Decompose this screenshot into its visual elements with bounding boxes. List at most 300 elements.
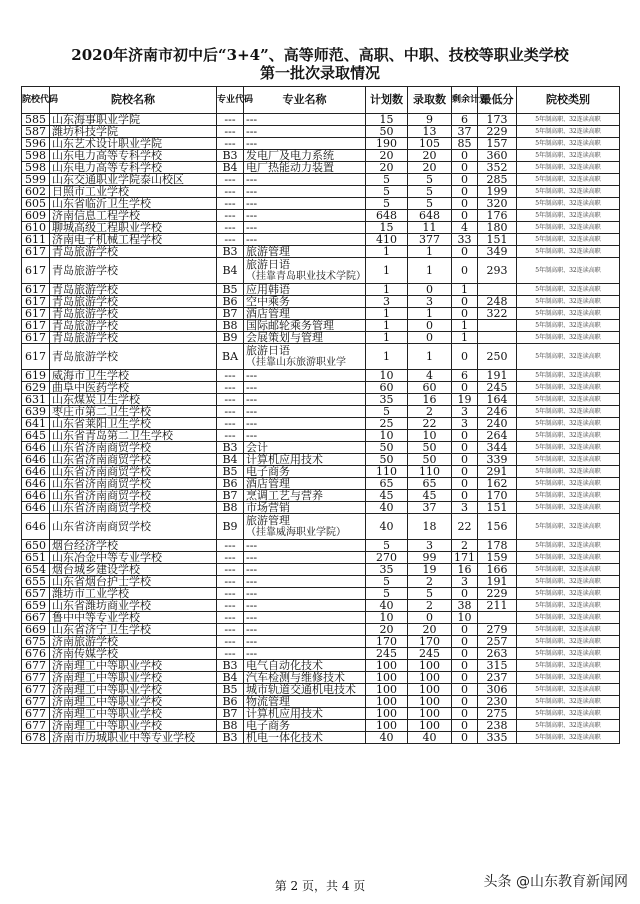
cell-code: 641 xyxy=(22,418,50,430)
cell-school-name: 山东省烟台护士学校 xyxy=(50,576,217,588)
table-body xyxy=(22,114,620,744)
cell-plan: 40 xyxy=(366,514,408,540)
cell-admit: 50 xyxy=(408,454,452,466)
cell-admit: 19 xyxy=(408,564,452,576)
cell-type: 5年制高职、32连读高职 xyxy=(517,162,620,174)
cell-code: 677 xyxy=(22,684,50,696)
cell-remain: 0 xyxy=(452,344,478,370)
cell-remain: 0 xyxy=(452,246,478,258)
cell-major: 计算机应用技术 xyxy=(244,708,366,720)
table-header-row xyxy=(22,87,620,114)
table-row xyxy=(22,696,620,708)
table-row xyxy=(22,708,620,720)
cell-major: --- xyxy=(244,222,366,234)
cell-school-name: 青岛旅游学校 xyxy=(50,296,217,308)
cell-major: --- xyxy=(244,126,366,138)
cell-remain: 0 xyxy=(452,696,478,708)
cell-type: 5年制高职、32连读高职 xyxy=(517,284,620,296)
cell-school-name: 山东省济南商贸学校 xyxy=(50,478,217,490)
cell-type: 5年制高职、32连读高职 xyxy=(517,708,620,720)
cell-code: 617 xyxy=(22,320,50,332)
cell-remain: 19 xyxy=(452,394,478,406)
cell-remain: 1 xyxy=(452,284,478,296)
cell-code: 605 xyxy=(22,198,50,210)
cell-remain: 0 xyxy=(452,162,478,174)
cell-admit: 100 xyxy=(408,696,452,708)
cell-school-name: 济南理工中等职业学校 xyxy=(50,660,217,672)
cell-major: --- xyxy=(244,552,366,564)
cell-remain: 0 xyxy=(452,258,478,284)
cell-school-name: 山东省临沂卫生学校 xyxy=(50,198,217,210)
cell-school-name: 山东电力高等专科学校 xyxy=(50,150,217,162)
table-row xyxy=(22,720,620,732)
cell-type: 5年制高职、32连读高职 xyxy=(517,684,620,696)
cell-code: 629 xyxy=(22,382,50,394)
table-row xyxy=(22,564,620,576)
cell-type: 5年制高职、32连读高职 xyxy=(517,382,620,394)
cell-major-code: B9 xyxy=(217,332,244,344)
cell-major: --- xyxy=(244,418,366,430)
cell-major-code: --- xyxy=(217,114,244,126)
cell-school-name: 青岛旅游学校 xyxy=(50,344,217,370)
cell-remain: 3 xyxy=(452,502,478,514)
cell-min-score: 250 xyxy=(478,344,517,370)
cell-remain: 10 xyxy=(452,612,478,624)
cell-major: 酒店管理 xyxy=(244,478,366,490)
table-row xyxy=(22,308,620,320)
table-row xyxy=(22,162,620,174)
cell-admit: 4 xyxy=(408,370,452,382)
cell-type: 5年制高职、32连读高职 xyxy=(517,296,620,308)
cell-code: 611 xyxy=(22,234,50,246)
table-row xyxy=(22,284,620,296)
cell-admit: 11 xyxy=(408,222,452,234)
cell-type: 5年制高职、32连读高职 xyxy=(517,320,620,332)
cell-admit: 18 xyxy=(408,514,452,540)
cell-type: 5年制高职、32连读高职 xyxy=(517,514,620,540)
cell-major: 会计 xyxy=(244,442,366,454)
cell-code: 677 xyxy=(22,720,50,732)
table-row xyxy=(22,186,620,198)
table-row xyxy=(22,552,620,564)
table-row xyxy=(22,296,620,308)
cell-major: 酒店管理 xyxy=(244,308,366,320)
cell-type: 5年制高职、32连读高职 xyxy=(517,600,620,612)
cell-plan: 20 xyxy=(366,162,408,174)
cell-major: --- xyxy=(244,588,366,600)
header-major: 专业名称 xyxy=(244,87,366,114)
cell-major-code: B3 xyxy=(217,442,244,454)
cell-admit: 648 xyxy=(408,210,452,222)
cell-major: --- xyxy=(244,174,366,186)
cell-plan: 15 xyxy=(366,114,408,126)
cell-code: 676 xyxy=(22,648,50,660)
cell-admit: 2 xyxy=(408,600,452,612)
cell-plan: 50 xyxy=(366,454,408,466)
cell-school-name: 山东煤炭卫生学校 xyxy=(50,394,217,406)
cell-school-name: 青岛旅游学校 xyxy=(50,246,217,258)
cell-min-score: 264 xyxy=(478,430,517,442)
cell-min-score: 173 xyxy=(478,114,517,126)
cell-plan: 40 xyxy=(366,600,408,612)
cell-type: 5年制高职、32连读高职 xyxy=(517,344,620,370)
cell-major: --- xyxy=(244,636,366,648)
cell-remain: 1 xyxy=(452,320,478,332)
table-row xyxy=(22,222,620,234)
cell-min-score: 151 xyxy=(478,234,517,246)
cell-school-name: 山东省济南商贸学校 xyxy=(50,466,217,478)
cell-type: 5年制高职、32连读高职 xyxy=(517,502,620,514)
cell-plan: 1 xyxy=(366,246,408,258)
cell-school-name: 山东省莱阳卫生学校 xyxy=(50,418,217,430)
cell-remain: 6 xyxy=(452,370,478,382)
cell-type: 5年制高职、32连读高职 xyxy=(517,418,620,430)
cell-type: 5年制高职、32连读高职 xyxy=(517,490,620,502)
cell-min-score: 166 xyxy=(478,564,517,576)
cell-major: 空中乘务 xyxy=(244,296,366,308)
cell-type: 5年制高职、32连读高职 xyxy=(517,588,620,600)
cell-plan: 245 xyxy=(366,648,408,660)
cell-major: --- xyxy=(244,394,366,406)
table-row xyxy=(22,612,620,624)
cell-plan: 100 xyxy=(366,696,408,708)
cell-admit: 3 xyxy=(408,540,452,552)
table-row xyxy=(22,442,620,454)
table-row xyxy=(22,382,620,394)
cell-min-score: 180 xyxy=(478,222,517,234)
cell-admit: 13 xyxy=(408,126,452,138)
major-name: 旅游管理 xyxy=(246,514,290,527)
cell-plan: 1 xyxy=(366,284,408,296)
table-row xyxy=(22,648,620,660)
cell-major-code: B9 xyxy=(217,514,244,540)
cell-remain: 0 xyxy=(452,588,478,600)
cell-plan: 20 xyxy=(366,150,408,162)
cell-min-score: 315 xyxy=(478,660,517,672)
cell-remain: 22 xyxy=(452,514,478,540)
cell-code: 646 xyxy=(22,454,50,466)
cell-type: 5年制高职、32连读高职 xyxy=(517,648,620,660)
cell-major-code: --- xyxy=(217,540,244,552)
cell-min-score: 344 xyxy=(478,442,517,454)
cell-plan: 65 xyxy=(366,478,408,490)
cell-school-name: 济南传媒学校 xyxy=(50,648,217,660)
cell-plan: 100 xyxy=(366,720,408,732)
cell-school-name: 山东省济南商贸学校 xyxy=(50,442,217,454)
table-row xyxy=(22,320,620,332)
table-row xyxy=(22,478,620,490)
major-affiliation: （挂靠山东旅游职业学 xyxy=(246,357,346,368)
cell-admit: 22 xyxy=(408,418,452,430)
cell-major-code: B6 xyxy=(217,296,244,308)
cell-code: 617 xyxy=(22,332,50,344)
header-remain: 剩余计划 xyxy=(452,87,478,114)
cell-min-score: 229 xyxy=(478,588,517,600)
table-row xyxy=(22,502,620,514)
cell-code: 645 xyxy=(22,430,50,442)
cell-plan: 1 xyxy=(366,308,408,320)
cell-major: --- xyxy=(244,138,366,150)
cell-type: 5年制高职、32连读高职 xyxy=(517,672,620,684)
cell-admit: 1 xyxy=(408,258,452,284)
table-row xyxy=(22,636,620,648)
cell-school-name: 威海市卫生学校 xyxy=(50,370,217,382)
cell-school-name: 鲁中中等专业学校 xyxy=(50,612,217,624)
cell-remain: 0 xyxy=(452,296,478,308)
cell-type: 5年制高职、32连读高职 xyxy=(517,720,620,732)
cell-remain: 0 xyxy=(452,684,478,696)
cell-major-code: --- xyxy=(217,406,244,418)
cell-admit: 50 xyxy=(408,442,452,454)
cell-admit: 0 xyxy=(408,320,452,332)
cell-school-name: 济南信息工程学校 xyxy=(50,210,217,222)
cell-remain: 3 xyxy=(452,576,478,588)
cell-type: 5年制高职、32连读高职 xyxy=(517,234,620,246)
cell-major-code: B5 xyxy=(217,466,244,478)
cell-min-score: 230 xyxy=(478,696,517,708)
cell-type: 5年制高职、32连读高职 xyxy=(517,552,620,564)
cell-school-name: 山东省济南商贸学校 xyxy=(50,454,217,466)
cell-major: --- xyxy=(244,624,366,636)
cell-remain: 6 xyxy=(452,114,478,126)
cell-code: 609 xyxy=(22,210,50,222)
cell-plan: 1 xyxy=(366,344,408,370)
cell-min-score: 245 xyxy=(478,382,517,394)
cell-type: 5年制高职、32连读高职 xyxy=(517,174,620,186)
cell-major: 市场营销 xyxy=(244,502,366,514)
cell-admit: 1 xyxy=(408,246,452,258)
cell-school-name: 山东省济南商贸学校 xyxy=(50,490,217,502)
cell-min-score xyxy=(478,612,517,624)
table-row xyxy=(22,660,620,672)
cell-remain: 0 xyxy=(452,382,478,394)
cell-code: 587 xyxy=(22,126,50,138)
cell-school-name: 济南理工中等职业学校 xyxy=(50,720,217,732)
cell-type: 5年制高职、32连读高职 xyxy=(517,466,620,478)
cell-code: 610 xyxy=(22,222,50,234)
cell-major-code: B6 xyxy=(217,696,244,708)
cell-major-code: --- xyxy=(217,588,244,600)
cell-code: 646 xyxy=(22,514,50,540)
header-major-code: 专业代码 xyxy=(217,87,244,114)
cell-plan: 270 xyxy=(366,552,408,564)
cell-plan: 10 xyxy=(366,370,408,382)
cell-code: 617 xyxy=(22,284,50,296)
cell-school-name: 山东省济宁卫生学校 xyxy=(50,624,217,636)
cell-major-code: --- xyxy=(217,210,244,222)
cell-min-score: 360 xyxy=(478,150,517,162)
cell-remain: 1 xyxy=(452,332,478,344)
cell-admit: 65 xyxy=(408,478,452,490)
cell-major: --- xyxy=(244,576,366,588)
cell-type: 5年制高职、32连读高职 xyxy=(517,564,620,576)
cell-min-score: 199 xyxy=(478,186,517,198)
cell-min-score: 293 xyxy=(478,258,517,284)
cell-code: 585 xyxy=(22,114,50,126)
cell-code: 617 xyxy=(22,258,50,284)
cell-type: 5年制高职、32连读高职 xyxy=(517,370,620,382)
cell-min-score: 335 xyxy=(478,732,517,744)
cell-plan: 100 xyxy=(366,684,408,696)
cell-plan: 100 xyxy=(366,660,408,672)
cell-min-score: 246 xyxy=(478,406,517,418)
cell-min-score: 237 xyxy=(478,672,517,684)
cell-major: 会展策划与管理 xyxy=(244,332,366,344)
cell-major: 旅游管理 xyxy=(244,246,366,258)
cell-min-score: 156 xyxy=(478,514,517,540)
cell-major xyxy=(244,514,366,540)
cell-admit: 20 xyxy=(408,150,452,162)
table-row xyxy=(22,418,620,430)
cell-remain: 0 xyxy=(452,636,478,648)
cell-school-name: 青岛旅游学校 xyxy=(50,320,217,332)
cell-plan: 1 xyxy=(366,320,408,332)
cell-major: 机电一体化技术 xyxy=(244,732,366,744)
cell-major: --- xyxy=(244,382,366,394)
cell-major-code: --- xyxy=(217,552,244,564)
cell-plan: 100 xyxy=(366,708,408,720)
header-admit: 录取数 xyxy=(408,87,452,114)
cell-admit: 100 xyxy=(408,672,452,684)
cell-min-score: 178 xyxy=(478,540,517,552)
cell-type: 5年制高职、32连读高职 xyxy=(517,624,620,636)
cell-admit: 37 xyxy=(408,502,452,514)
cell-code: 617 xyxy=(22,246,50,258)
cell-min-score xyxy=(478,332,517,344)
cell-min-score: 162 xyxy=(478,478,517,490)
cell-min-score: 170 xyxy=(478,490,517,502)
table-row xyxy=(22,150,620,162)
cell-plan: 5 xyxy=(366,186,408,198)
table-row xyxy=(22,430,620,442)
cell-major: 烹调工艺与营养 xyxy=(244,490,366,502)
cell-min-score: 349 xyxy=(478,246,517,258)
cell-remain: 16 xyxy=(452,564,478,576)
cell-plan: 35 xyxy=(366,394,408,406)
table-row xyxy=(22,344,620,370)
cell-min-score: 257 xyxy=(478,636,517,648)
cell-min-score: 291 xyxy=(478,466,517,478)
cell-major-code: --- xyxy=(217,234,244,246)
cell-major-code: --- xyxy=(217,612,244,624)
table-row xyxy=(22,332,620,344)
cell-major-code: B4 xyxy=(217,258,244,284)
cell-min-score: 157 xyxy=(478,138,517,150)
cell-type: 5年制高职、32连读高职 xyxy=(517,308,620,320)
table-row xyxy=(22,576,620,588)
table-row xyxy=(22,588,620,600)
cell-code: 602 xyxy=(22,186,50,198)
cell-code: 677 xyxy=(22,696,50,708)
cell-major-code: --- xyxy=(217,138,244,150)
cell-type: 5年制高职、32连读高职 xyxy=(517,332,620,344)
cell-min-score: 164 xyxy=(478,394,517,406)
cell-remain: 0 xyxy=(452,174,478,186)
cell-code: 646 xyxy=(22,502,50,514)
cell-school-name: 济南理工中等职业学校 xyxy=(50,672,217,684)
cell-min-score: 320 xyxy=(478,198,517,210)
cell-code: 677 xyxy=(22,660,50,672)
cell-remain: 0 xyxy=(452,720,478,732)
cell-code: 646 xyxy=(22,442,50,454)
cell-remain: 2 xyxy=(452,540,478,552)
cell-major-code: --- xyxy=(217,394,244,406)
cell-remain: 33 xyxy=(452,234,478,246)
cell-plan: 5 xyxy=(366,406,408,418)
cell-major: 城市轨道交通机电技术 xyxy=(244,684,366,696)
cell-min-score: 285 xyxy=(478,174,517,186)
cell-admit: 377 xyxy=(408,234,452,246)
page-title: 2020年济南市初中后“3+4”、高等师范、高职、中职、技校等职业类学校 xyxy=(71,46,569,64)
cell-major-code: B6 xyxy=(217,478,244,490)
cell-school-name: 山东海事职业学院 xyxy=(50,114,217,126)
cell-code: 599 xyxy=(22,174,50,186)
cell-min-score: 191 xyxy=(478,370,517,382)
cell-school-name: 青岛旅游学校 xyxy=(50,258,217,284)
cell-min-score xyxy=(478,284,517,296)
cell-major-code: --- xyxy=(217,222,244,234)
header-plan: 计划数 xyxy=(366,87,408,114)
cell-major-code: B3 xyxy=(217,660,244,672)
cell-major-code: B4 xyxy=(217,454,244,466)
cell-major-code: --- xyxy=(217,186,244,198)
cell-min-score: 279 xyxy=(478,624,517,636)
cell-remain: 0 xyxy=(452,466,478,478)
cell-plan: 20 xyxy=(366,624,408,636)
cell-major-code: --- xyxy=(217,174,244,186)
table-row xyxy=(22,406,620,418)
cell-admit: 0 xyxy=(408,332,452,344)
table-row xyxy=(22,198,620,210)
cell-major: --- xyxy=(244,600,366,612)
header-min-score: 最低分 xyxy=(478,87,517,114)
cell-code: 678 xyxy=(22,732,50,744)
cell-major-code: B8 xyxy=(217,720,244,732)
cell-admit: 10 xyxy=(408,430,452,442)
cell-major: 国际邮轮乘务管理 xyxy=(244,320,366,332)
cell-school-name: 青岛旅游学校 xyxy=(50,308,217,320)
cell-type: 5年制高职、32连读高职 xyxy=(517,186,620,198)
cell-admit: 100 xyxy=(408,708,452,720)
cell-min-score: 339 xyxy=(478,454,517,466)
cell-type: 5年制高职、32连读高职 xyxy=(517,540,620,552)
cell-type: 5年制高职、32连读高职 xyxy=(517,660,620,672)
cell-major: --- xyxy=(244,406,366,418)
cell-major-code: --- xyxy=(217,430,244,442)
table-row xyxy=(22,514,620,540)
cell-min-score: 248 xyxy=(478,296,517,308)
cell-code: 617 xyxy=(22,344,50,370)
major-name: 旅游日语 xyxy=(246,258,290,271)
cell-major: --- xyxy=(244,540,366,552)
cell-min-score: 275 xyxy=(478,708,517,720)
cell-code: 631 xyxy=(22,394,50,406)
table-row xyxy=(22,114,620,126)
cell-type: 5年制高职、32连读高职 xyxy=(517,198,620,210)
cell-major-code: B7 xyxy=(217,708,244,720)
cell-plan: 50 xyxy=(366,442,408,454)
cell-major-code: --- xyxy=(217,370,244,382)
cell-min-score: 263 xyxy=(478,648,517,660)
cell-plan: 15 xyxy=(366,222,408,234)
cell-admit: 1 xyxy=(408,344,452,370)
cell-type: 5年制高职、32连读高职 xyxy=(517,454,620,466)
cell-min-score: 238 xyxy=(478,720,517,732)
table-row xyxy=(22,732,620,744)
table-row xyxy=(22,210,620,222)
cell-plan: 1 xyxy=(366,258,408,284)
cell-code: 677 xyxy=(22,708,50,720)
